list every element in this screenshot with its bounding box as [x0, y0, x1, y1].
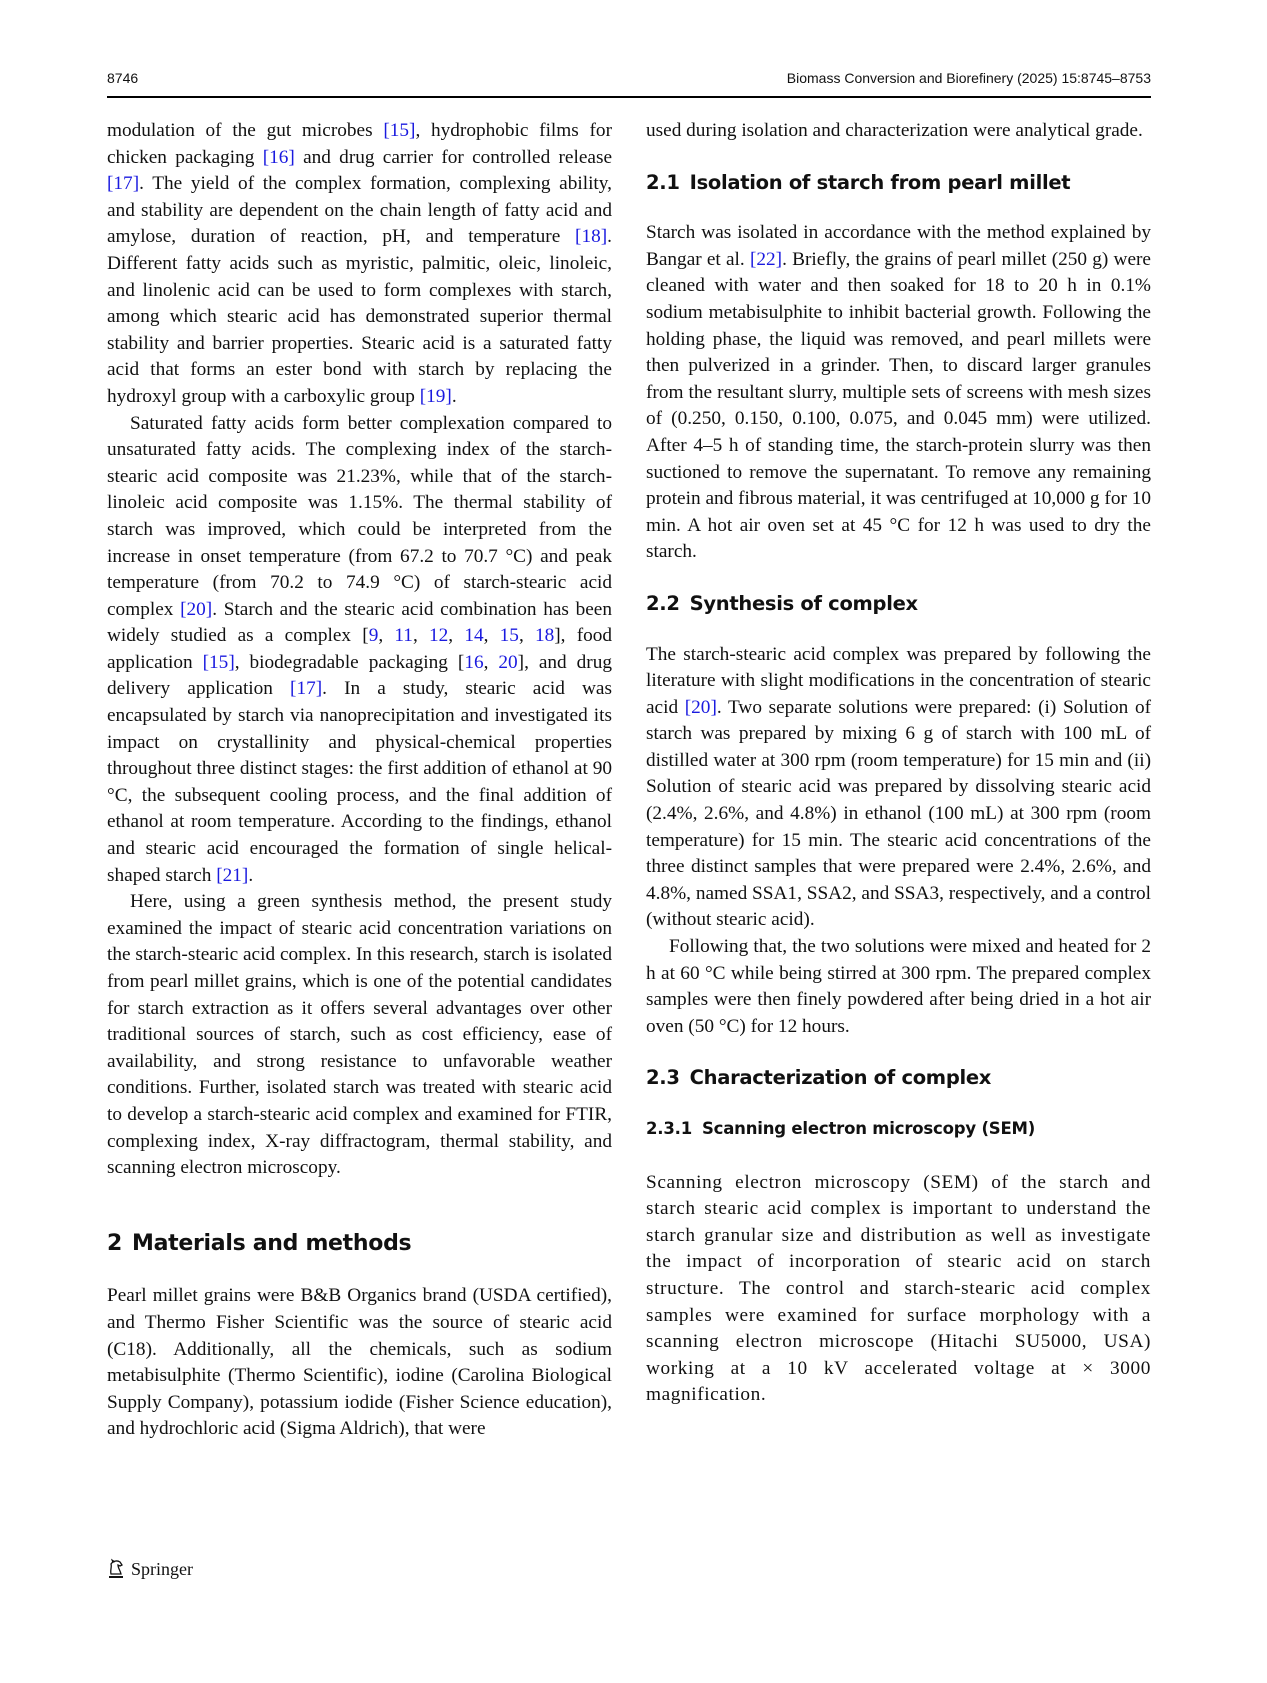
paragraph: Scanning electron microscopy (SEM) of the starch and starch stearic acid complex is important to understand the starch granular size and distribution as well as investigate the impact of incorporation of stearic acid on starch structure. The control and starch-stearic acid complex samples were examined for surface morphology with a scanning electron microscope (Hitachi SU5000, USA) working at a 10 kV accelerated voltage at × 3000 magnification. — [646, 1171, 1151, 1406]
section-number: 2.3 — [646, 1066, 680, 1090]
publisher-footer — [107, 1558, 193, 1580]
text-run: , hydrophobic films for chicken packaging — [107, 120, 612, 168]
paragraph — [646, 220, 1151, 566]
text-run: . Starch and the stearic acid combination has been widely studied as a complex [ — [107, 598, 612, 647]
citation-link[interactable]: 14 — [464, 625, 484, 647]
citation-link[interactable]: [19] — [419, 385, 452, 407]
text-run: . Briefly, the grains of pearl millet (250 g) were cleaned with water and then soaked for 18 to 20 h in 0.1% sodium metabisulphite to inhibit bacterial growth. Following the holding phase, the liquid was removed, and pearl millets were then pulverized in a grinder. Then, to discard larger granules from the resultant slurry, multiple sets of screens with mesh sizes of (0.250, 0.150, 0.100, 0.075, and 0.045 mm) were utilized. After 4–5 h of standing time, the starch-protein slurry was then suctioned to remove the supernatant. To remove any remaining protein and fibrous material, it was centrifuged at 10,000 g for 10 min. A hot air oven set at 45 °C for 12 h was used to dry the starch. — [646, 248, 1151, 563]
citation-link[interactable]: 18 — [534, 625, 555, 647]
citation-link[interactable]: [16] — [262, 146, 295, 168]
text-run: . Two separate solutions were prepared: (i) Solution of starch was prepared by mixing 6 g of starch with 100 mL of distilled water at 300 rpm (room temperature) for 15 min and (ii) Solution of stearic acid was prepared by dissolving stearic acid (2.4%, 2.6%, and 4.8%) in ethanol (100 mL) at 300 rpm (room temperature) for 15 min. The stearic acid concentrations of the three distinct samples that were prepared were 2.4%, 2.6%, and 4.8%, named SSA1, SSA2, and SSA3, respectively, and a control (without stearic acid). — [646, 696, 1152, 931]
text-run: Saturated fatty acids form better complexation compared to unsaturated fatty acids. The complexing index of the starch-stearic acid composite was 21.23%, while that of the starch-linoleic acid composite was 1.15%. The thermal stability of starch was improved, which could be interpreted from the increase in onset temperature (from 67.2 to 70.7 °C) and peak temperature (from 70.2 to 74.9 °C) of starch-stearic acid complex — [107, 412, 612, 620]
left-column — [107, 118, 612, 1443]
citation-link[interactable]: [15] — [202, 651, 235, 673]
text-run: , — [448, 625, 465, 647]
section-title: Scanning electron microscopy (SEM) — [701, 1119, 1036, 1138]
text-run: , — [378, 625, 395, 647]
section-title: Synthesis of complex — [689, 591, 918, 615]
text-run: modulation of the gut microbes — [107, 120, 384, 141]
page-number: 8746 — [107, 70, 139, 86]
text-run: and drug carrier for controlled release — [294, 146, 613, 168]
text-run: . Different fatty acids such as myristic, palmitic, oleic, linoleic, and linolenic acid can be used to form complexes with starch, among which stearic acid has demonstrated superior thermal stability and barrier properties. Stearic acid is a saturated fatty acid that forms an ester bond with starch by replacing the hydroxyl group with a carboxylic group — [107, 226, 612, 407]
text-run: Starch was isolated in accordance with the method explained by Bangar et al. — [646, 222, 1151, 270]
text-run: . In a study, stearic acid was encapsulated by starch via nanoprecipitation and investigated its impact on crystallinity and physical-chemical properties throughout three distinct stages: the first addition of ethanol at 90 °C, the subsequent cooling process, and the final addition of ethanol at room temperature. According to the findings, ethanol and stearic acid encouraged the formation of single helical-shaped starch — [107, 678, 612, 886]
springer-horse-icon — [107, 1558, 125, 1580]
citation-link[interactable]: [18] — [575, 226, 608, 248]
section-number: 2.1 — [646, 170, 680, 194]
text-run: ], food application — [107, 625, 613, 673]
citation-link[interactable]: [17] — [290, 678, 323, 700]
section-title: Materials and methods — [132, 1230, 412, 1256]
citation-link[interactable]: [20] — [180, 598, 213, 620]
text-run: ], and drug delivery application — [107, 651, 612, 700]
section-number: 2.3.1 — [646, 1119, 692, 1138]
text-run: . — [248, 864, 254, 886]
citation-link[interactable]: [15] — [383, 120, 416, 141]
text-run: , biodegradable packaging [ — [234, 651, 465, 673]
citation-link[interactable]: [17] — [107, 173, 140, 195]
text-run: . The yield of the complex formation, complexing ability, and stability are dependent on the chain length of fatty acid and amylose, duration of reaction, pH, and temperature — [107, 173, 612, 248]
text-run: , — [518, 625, 535, 647]
section-heading — [107, 1231, 612, 1258]
section-number: 2 — [107, 1230, 123, 1256]
paragraph: used during isolation and characterization were analytical grade. — [646, 120, 1143, 141]
citation-link[interactable]: [22] — [749, 248, 783, 270]
section-number: 2.2 — [646, 591, 680, 615]
text-run: , — [483, 651, 499, 673]
paragraph — [107, 411, 612, 890]
subsection-heading — [646, 170, 1151, 197]
subsubsection-heading — [646, 1116, 1151, 1143]
citation-link[interactable]: [21] — [216, 864, 249, 886]
right-column — [646, 118, 1151, 1409]
citation-link[interactable]: 12 — [429, 625, 449, 647]
citation-link[interactable]: [20] — [684, 696, 717, 718]
citation-link[interactable]: 9 — [368, 625, 379, 647]
citation-link[interactable]: 16 — [464, 651, 484, 673]
journal-citation: Biomass Conversion and Biorefinery (2025) 15:8745–8753 — [786, 70, 1151, 86]
text-run: , — [483, 625, 500, 647]
citation-link[interactable]: 20 — [498, 651, 518, 673]
text-run: , — [412, 625, 429, 647]
publisher-name: Springer — [131, 1558, 193, 1579]
citation-link[interactable]: 15 — [499, 625, 519, 647]
paragraph: Pearl millet grains were B&B Organics brand (USDA certified), and Thermo Fisher Scientific was the source of stearic acid (C18). Additionally, all the chemicals, such as sodium metabisulphite (Thermo Scientific), iodine (Carolina Biological Supply Company), potassium iodide (Fisher Science education), and hydrochloric acid (Sigma Aldrich), that were — [107, 1285, 612, 1440]
paragraph — [646, 642, 1151, 935]
subsection-heading — [646, 591, 1151, 618]
text-run: The starch-stearic acid complex was prepared by following the literature with slight modifications in the concentration of stearic acid — [646, 643, 1151, 718]
section-title: Isolation of starch from pearl millet — [689, 170, 1071, 194]
paragraph: Here, using a green synthesis method, the present study examined the impact of stearic acid concentration variations on the starch-stearic acid complex. In this research, starch is isolated from pearl millet grains, which is one of the potential candidates for starch extraction as it offers several advantages over other traditional sources of starch, such as cost efficiency, ease of availability, and strong resistance to unfavorable weather conditions. Further, isolated starch was treated with stearic acid to develop a starch-stearic acid complex and examined for FTIR, complexing index, X-ray diffractogram, thermal stability, and scanning electron microscopy. — [107, 891, 612, 1179]
citation-link[interactable]: 11 — [394, 625, 413, 647]
running-header — [107, 66, 1151, 98]
paragraph — [107, 118, 612, 411]
text-run: . — [451, 385, 457, 407]
subsection-heading — [646, 1065, 1151, 1092]
section-title: Characterization of complex — [689, 1066, 992, 1090]
paragraph: Following that, the two solutions were mixed and heated for 2 h at 60 °C while being stirred at 300 rpm. The prepared complex samples were then finely powdered after being dried in a hot air oven (50 °C) for 12 hours. — [646, 936, 1151, 1037]
